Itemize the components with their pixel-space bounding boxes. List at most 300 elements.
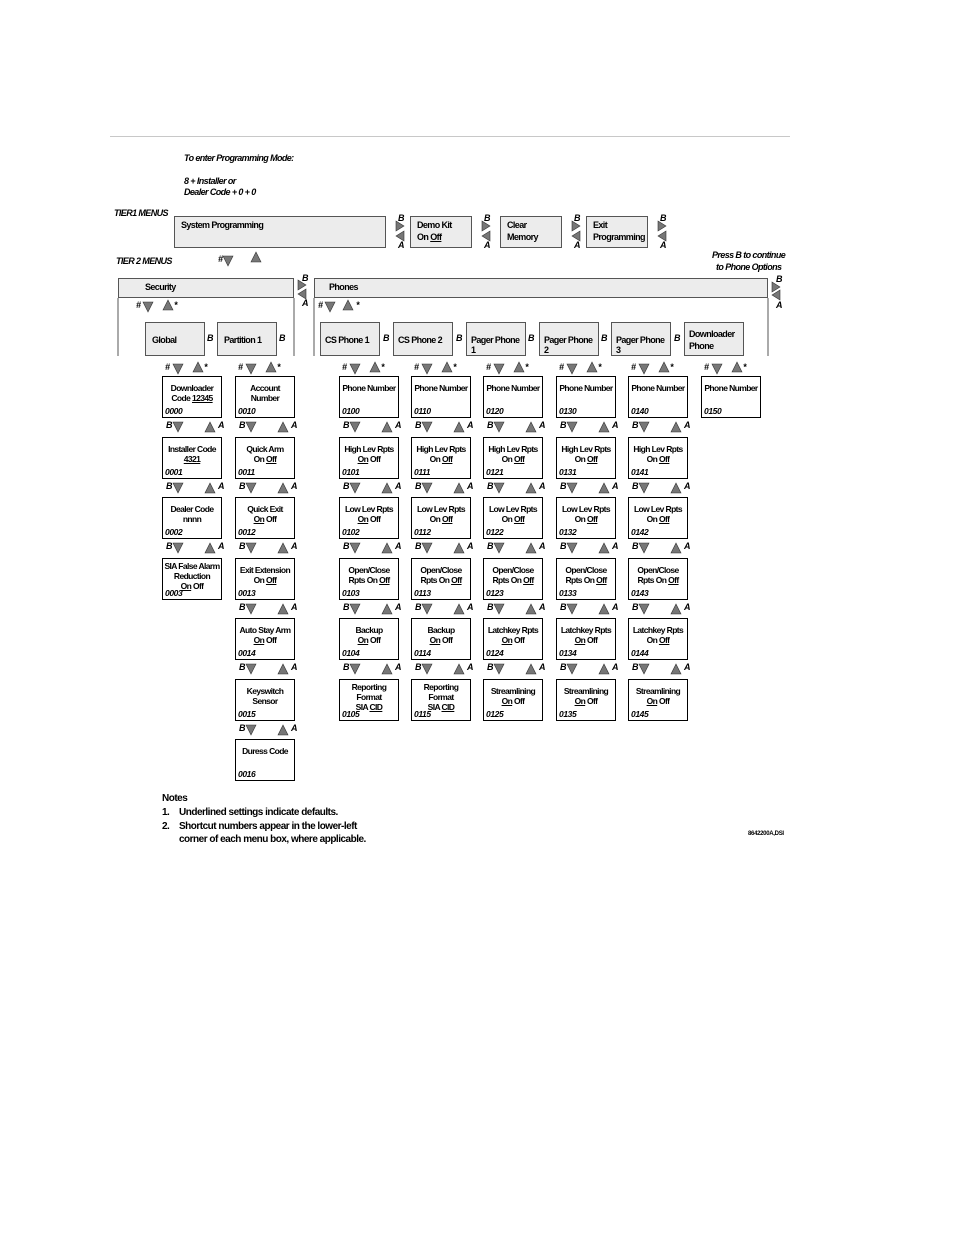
shortcut-number: 0125 <box>486 709 504 719</box>
menu-box-word: Code <box>269 746 288 756</box>
menu-box-word: Code <box>197 444 216 454</box>
next-item-arrow[interactable] <box>494 483 504 493</box>
prev-item-arrow[interactable] <box>599 664 609 674</box>
menu-box-word: Off <box>265 514 277 524</box>
menu-box-word: Open/Close <box>565 565 607 575</box>
menu-box-word: Number <box>656 383 685 393</box>
enter-menu-arrow[interactable] <box>350 364 360 374</box>
note-2-text-2: corner of each menu box, where applicable. <box>179 834 366 845</box>
b-key-label: B <box>487 481 494 491</box>
shortcut-number: 0121 <box>486 467 504 477</box>
shortcut-number: 0145 <box>631 709 649 719</box>
a-key-label: A <box>302 298 309 308</box>
menu-box-word: Rpts <box>594 444 611 454</box>
back-folder-arrow[interactable] <box>193 362 203 372</box>
menu-box-word: Off <box>265 635 277 645</box>
menu-box-word: Rpts <box>520 504 538 514</box>
a-key-label: A <box>467 420 474 430</box>
back-folder-arrow[interactable] <box>442 362 452 372</box>
b-key-label: B <box>776 274 783 284</box>
prev-item-arrow[interactable] <box>526 422 536 432</box>
b-key-label: B <box>415 481 422 491</box>
menu-box-word: Code <box>171 393 191 403</box>
prev-item-arrow[interactable] <box>382 422 392 432</box>
b-key-label: B <box>560 662 567 672</box>
menu-box-word: On <box>253 575 265 585</box>
enter-menu-arrow[interactable] <box>567 364 577 374</box>
hash-key-label: # <box>165 362 171 372</box>
menu-box-word: Keyswitch <box>246 686 284 696</box>
menu-box-word: On <box>501 454 513 464</box>
menu-box-word: Format <box>428 692 454 702</box>
a-key-label: A <box>539 602 546 612</box>
b-key-label: B <box>302 273 309 283</box>
next-item-arrow[interactable] <box>639 422 649 432</box>
prev-item-arrow[interactable] <box>671 543 681 553</box>
a-key-label: A <box>395 481 402 491</box>
prev-item-arrow[interactable] <box>205 422 215 432</box>
menu-box-word: Rpts <box>666 625 684 635</box>
prev-item-arrow[interactable] <box>599 604 609 614</box>
next-item-arrow[interactable] <box>567 483 577 493</box>
a-key-label: A <box>539 481 546 491</box>
prev-item-arrow[interactable] <box>382 604 392 614</box>
menu-box-word: Latchkey <box>487 625 520 635</box>
prev-item-arrow[interactable] <box>526 664 536 674</box>
b-key-label: B <box>239 723 246 733</box>
a-key-label: A <box>291 541 298 551</box>
enter-global-arrow[interactable] <box>143 302 153 312</box>
back-folder-arrow[interactable] <box>659 362 669 372</box>
menu-box-word: Streamlining <box>490 686 536 696</box>
menu-box-word: Off <box>441 514 453 524</box>
menu-box-word: On <box>501 514 513 524</box>
enter-menu-arrow[interactable] <box>712 364 722 374</box>
menu-box-word: Off <box>658 514 670 524</box>
b-key-label: B <box>239 420 246 430</box>
prev-item-arrow[interactable] <box>671 604 681 614</box>
menu-box-word: On <box>429 454 441 464</box>
menu-box-word: Quick <box>246 444 267 454</box>
menu-box-word: Rpts <box>565 575 582 585</box>
next-item-arrow[interactable] <box>567 422 577 432</box>
a-key-label: A <box>291 420 298 430</box>
next-item-arrow[interactable] <box>350 422 360 432</box>
menu-box-word: On <box>646 454 658 464</box>
prev-item-arrow[interactable] <box>599 543 609 553</box>
back-security-arrow[interactable] <box>163 300 173 310</box>
b-key-label: B <box>343 602 350 612</box>
demo-kit-label: Demo Kit <box>417 220 452 230</box>
menu-box-word: Low <box>488 504 505 514</box>
menu-box-word: Latchkey <box>560 625 593 635</box>
menu-box-word: Off <box>586 454 598 464</box>
next-item-arrow[interactable] <box>639 543 649 553</box>
back-folder-arrow[interactable] <box>370 362 380 372</box>
shortcut-number: 0102 <box>342 527 360 537</box>
next-item-arrow[interactable] <box>246 725 256 735</box>
a-key-label: A <box>684 662 691 672</box>
prev-item-arrow[interactable] <box>599 483 609 493</box>
a-key-label: A <box>291 602 298 612</box>
menu-box-word: High <box>488 444 505 454</box>
next-item-arrow[interactable] <box>246 483 256 493</box>
menu-box-word: On <box>646 514 658 524</box>
next-item-arrow[interactable] <box>246 422 256 432</box>
next-item-arrow[interactable] <box>350 543 360 553</box>
shortcut-number: 0140 <box>631 406 649 416</box>
b-key-label: B <box>166 481 173 491</box>
next-item-arrow[interactable] <box>422 422 432 432</box>
menu-box-word: High <box>561 444 578 454</box>
menu-box-word: Reporting <box>351 682 387 692</box>
menu-box-word: Rpts <box>448 504 466 514</box>
prev-item-arrow[interactable] <box>278 543 288 553</box>
star-key-label: * <box>670 362 674 372</box>
menu-box-word: Low <box>633 504 650 514</box>
menu-box-word: Number <box>729 383 758 393</box>
menu-box-word: Auto <box>239 625 257 635</box>
next-item-arrow[interactable] <box>422 543 432 553</box>
shortcut-number: 0105 <box>342 709 360 719</box>
star-key-label: * <box>743 362 747 372</box>
menu-box-word: Rpts <box>665 504 683 514</box>
shortcut-number: 0012 <box>238 527 256 537</box>
enter-menu-arrow[interactable] <box>494 364 504 374</box>
menu-box-word: Installer <box>168 444 196 454</box>
star-key-label: * <box>381 362 385 372</box>
menu-box-word: Open/Close <box>420 565 462 575</box>
b-key-label: B <box>487 420 494 430</box>
menu-box-word: Off <box>658 635 670 645</box>
menu-box-word: On <box>646 635 658 645</box>
b-key-label: B <box>398 213 405 223</box>
menu-box-word: Off <box>586 514 598 524</box>
menu-box-word: Rpts <box>348 575 365 585</box>
menu-box-word: Open/Close <box>492 565 534 575</box>
a-key-label: A <box>539 420 546 430</box>
menu-box-word: Rpts <box>521 444 538 454</box>
next-item-arrow[interactable] <box>494 664 504 674</box>
a-key-label: A <box>395 541 402 551</box>
pager-phone2-label: Pager Phone 2 <box>544 335 593 355</box>
b-key-label: B <box>343 420 350 430</box>
prev-item-arrow[interactable] <box>454 422 464 432</box>
tier2-label: TIER 2 MENUS <box>116 256 172 266</box>
menu-box-word: Phone <box>414 383 438 393</box>
next-item-arrow[interactable] <box>494 604 504 614</box>
hash-key-label: # <box>486 362 492 372</box>
menu-box-word: SIA <box>427 702 440 712</box>
hash-key-label: # <box>704 362 710 372</box>
a-key-label: A <box>684 420 691 430</box>
menu-box-word: On <box>357 635 369 645</box>
shortcut-number: 0014 <box>238 648 256 658</box>
a-key-label: A <box>291 662 298 672</box>
prev-item-arrow[interactable] <box>205 543 215 553</box>
star-key-label: * <box>598 362 602 372</box>
next-item-arrow[interactable] <box>246 543 256 553</box>
back-phones-arrow[interactable] <box>343 300 353 310</box>
menu-box-word: CID <box>369 702 383 712</box>
prev-item-arrow[interactable] <box>278 483 288 493</box>
pager-phone1-label: Pager Phone 1 <box>471 335 520 355</box>
a-key-label: A <box>574 240 581 250</box>
shortcut-number: 0122 <box>486 527 504 537</box>
intro-line-1: To enter Programming Mode: <box>184 153 294 163</box>
menu-box-word: Reduction <box>173 571 211 581</box>
back-folder-arrow[interactable] <box>266 362 276 372</box>
next-item-arrow[interactable] <box>422 664 432 674</box>
demo-kit-off: Off <box>430 232 442 242</box>
b-key-label: B <box>415 541 422 551</box>
prev-item-arrow[interactable] <box>278 664 288 674</box>
b-key-label: B <box>632 481 639 491</box>
menu-box-word: Number <box>584 383 613 393</box>
b-key-label: B <box>632 420 639 430</box>
menu-box-word: On <box>574 635 586 645</box>
a-key-label: A <box>218 541 225 551</box>
menu-box-word: Exit <box>269 504 283 514</box>
next-item-arrow[interactable] <box>350 604 360 614</box>
next-item-arrow[interactable] <box>639 664 649 674</box>
b-key-label: B <box>239 541 246 551</box>
prev-item-arrow[interactable] <box>526 604 536 614</box>
next-item-arrow[interactable] <box>494 422 504 432</box>
enter-tier2-arrow[interactable] <box>223 256 233 266</box>
menu-box-word: Number <box>367 383 396 393</box>
notes-title: Notes <box>162 793 188 804</box>
menu-box-word: Phone <box>486 383 510 393</box>
next-item-arrow[interactable] <box>422 483 432 493</box>
shortcut-number: 0143 <box>631 588 649 598</box>
shortcut-number: 0141 <box>631 467 649 477</box>
menu-box-word: Lev <box>361 504 375 514</box>
menu-box-word: Off <box>523 575 534 585</box>
prev-item-arrow[interactable] <box>382 543 392 553</box>
back-folder-arrow[interactable] <box>587 362 597 372</box>
prev-item-arrow[interactable] <box>671 483 681 493</box>
tier1-label: TIER1 MENUS <box>114 208 168 218</box>
prev-item-arrow[interactable] <box>278 725 288 735</box>
b-key-label: B <box>279 333 286 343</box>
menu-box-word: Reporting <box>423 682 459 692</box>
prev-item-arrow[interactable] <box>205 483 215 493</box>
star-key-label: * <box>356 300 360 310</box>
hash-key-label: # <box>414 362 420 372</box>
press-b-note-2: to Phone Options <box>716 262 782 272</box>
enter-menu-arrow[interactable] <box>246 364 256 374</box>
clear-memory-line-2: Memory <box>507 232 538 242</box>
hash-key-label: # <box>136 300 142 310</box>
enter-menu-arrow[interactable] <box>639 364 649 374</box>
menu-box-word: Arm <box>268 444 284 454</box>
menu-box-word: Off <box>586 696 598 706</box>
b-key-label: B <box>415 420 422 430</box>
a-key-label: A <box>612 541 619 551</box>
menu-box-word: nnnn <box>182 514 202 524</box>
a-key-label: A <box>612 420 619 430</box>
next-item-arrow[interactable] <box>246 664 256 674</box>
next-item-arrow[interactable] <box>422 604 432 614</box>
menu-box-word: Low <box>416 504 433 514</box>
next-item-arrow[interactable] <box>173 483 183 493</box>
shortcut-number: 0150 <box>704 406 722 416</box>
menu-box-word: On <box>646 696 658 706</box>
menu-box-word: Off <box>513 635 525 645</box>
enter-cs-phone1-arrow[interactable] <box>325 302 335 312</box>
next-item-arrow[interactable] <box>639 604 649 614</box>
b-key-label: B <box>343 662 350 672</box>
menu-box-word: Lev <box>505 504 519 514</box>
next-item-arrow[interactable] <box>567 543 577 553</box>
next-item-arrow[interactable] <box>567 604 577 614</box>
prev-item-arrow[interactable] <box>526 483 536 493</box>
menu-box-word: High <box>344 444 361 454</box>
shortcut-number: 0113 <box>414 588 431 598</box>
menu-box-word: Backup <box>427 625 455 635</box>
hash-key-label: # <box>342 362 348 372</box>
menu-box-word: Rpts <box>593 504 611 514</box>
b-key-label: B <box>632 662 639 672</box>
prev-item-arrow[interactable] <box>671 664 681 674</box>
menu-box-word: On <box>574 514 586 524</box>
note-2-number: 2. <box>162 821 170 832</box>
a-key-label: A <box>612 662 619 672</box>
menu-box-word: Downloader <box>170 383 214 393</box>
shortcut-number: 0135 <box>559 709 577 719</box>
next-item-arrow[interactable] <box>246 604 256 614</box>
shortcut-number: 0100 <box>342 406 360 416</box>
next-item-arrow[interactable] <box>350 483 360 493</box>
menu-box-word: On <box>501 635 513 645</box>
b-key-label: B <box>560 420 567 430</box>
demo-kit-on: On <box>417 232 429 242</box>
next-item-arrow[interactable] <box>173 543 183 553</box>
prev-item-arrow[interactable] <box>454 664 464 674</box>
hash-key-label: # <box>218 254 224 264</box>
a-key-label: A <box>291 723 298 733</box>
menu-box-word: Lev <box>650 504 664 514</box>
security-label: Security <box>145 282 176 292</box>
menu-box-word: 12345 <box>191 393 213 403</box>
menu-box-word: Lev <box>433 504 447 514</box>
shortcut-number: 0112 <box>414 527 431 537</box>
shortcut-number: 0123 <box>486 588 504 598</box>
prev-item-arrow[interactable] <box>454 483 464 493</box>
a-key-label: A <box>684 481 691 491</box>
shortcut-number: 0144 <box>631 648 649 658</box>
enter-menu-arrow[interactable] <box>173 364 183 374</box>
menu-box-word: Off <box>668 575 679 585</box>
menu-box-word: Rpts <box>449 444 466 454</box>
star-key-label: * <box>277 362 281 372</box>
b-key-label: B <box>239 662 246 672</box>
prev-item-arrow[interactable] <box>599 422 609 432</box>
b-key-label: B <box>601 333 608 343</box>
b-key-label: B <box>415 602 422 612</box>
b-key-label: B <box>484 213 491 223</box>
next-item-arrow[interactable] <box>639 483 649 493</box>
a-key-label: A <box>218 420 225 430</box>
shortcut-number: 0103 <box>342 588 360 598</box>
menu-box-word: High <box>633 444 650 454</box>
menu-box-word: High <box>416 444 433 454</box>
next-item-arrow[interactable] <box>173 422 183 432</box>
menu-box-word: Off <box>596 575 607 585</box>
menu-box-word: Open/Close <box>637 565 679 575</box>
a-key-label: A <box>539 541 546 551</box>
b-key-label: B <box>528 333 535 343</box>
next-item-arrow[interactable] <box>494 543 504 553</box>
menu-box-word: Phone <box>559 383 583 393</box>
menu-box-word: On <box>438 575 450 585</box>
downloader-phone-label-2: Phone <box>689 341 714 351</box>
shortcut-number: 0010 <box>238 406 256 416</box>
system-programming-label: System Programming <box>181 220 264 230</box>
intro-line-2: 8 + Installer or <box>184 176 236 186</box>
star-key-label: * <box>174 300 178 310</box>
menu-box-word: Rpts <box>492 575 509 585</box>
prev-item-arrow[interactable] <box>382 483 392 493</box>
prev-item-arrow[interactable] <box>454 543 464 553</box>
shortcut-number: 0001 <box>165 467 183 477</box>
menu-box-word: Lev <box>434 444 448 454</box>
a-key-label: A <box>218 481 225 491</box>
b-key-label: B <box>574 213 581 223</box>
back-folder-arrow[interactable] <box>732 362 742 372</box>
exit-programming-line-1: Exit <box>593 220 608 230</box>
a-key-label: A <box>398 240 405 250</box>
shortcut-number: 0120 <box>486 406 504 416</box>
a-key-label: A <box>612 602 619 612</box>
shortcut-number: 0011 <box>238 467 255 477</box>
b-key-label: B <box>487 541 494 551</box>
enter-menu-arrow[interactable] <box>422 364 432 374</box>
menu-box-word: Low <box>344 504 361 514</box>
prev-item-arrow[interactable] <box>382 664 392 674</box>
next-item-arrow[interactable] <box>567 664 577 674</box>
menu-box-word: On <box>253 454 265 464</box>
prev-item-arrow[interactable] <box>278 604 288 614</box>
prev-item-arrow[interactable] <box>454 604 464 614</box>
b-key-label: B <box>487 662 494 672</box>
menu-box-word: Off <box>192 581 204 591</box>
prev-item-arrow[interactable] <box>671 422 681 432</box>
menu-box-word: Lev <box>651 444 665 454</box>
menu-box-word: Phone <box>342 383 366 393</box>
menu-box-word: On <box>574 696 586 706</box>
prev-item-arrow[interactable] <box>278 422 288 432</box>
a-key-label: A <box>684 602 691 612</box>
next-item-arrow[interactable] <box>350 664 360 674</box>
back-tier1-arrow[interactable] <box>251 252 261 262</box>
menu-box-word: Backup <box>355 625 383 635</box>
partition1-label: Partition 1 <box>224 335 262 345</box>
back-folder-arrow[interactable] <box>514 362 524 372</box>
phones-label: Phones <box>329 282 358 292</box>
menu-box-word: Rpts <box>637 575 654 585</box>
menu-box-word: Account <box>250 383 280 393</box>
prev-item-arrow[interactable] <box>526 543 536 553</box>
b-key-label: B <box>239 602 246 612</box>
menu-box-word: Off <box>451 575 462 585</box>
menu-box-word: On <box>357 454 369 464</box>
menu-box-word: False <box>178 561 198 571</box>
shortcut-number: 0131 <box>559 467 577 477</box>
menu-box-word: Off <box>513 696 525 706</box>
menu-box-word: Rpts <box>594 625 612 635</box>
